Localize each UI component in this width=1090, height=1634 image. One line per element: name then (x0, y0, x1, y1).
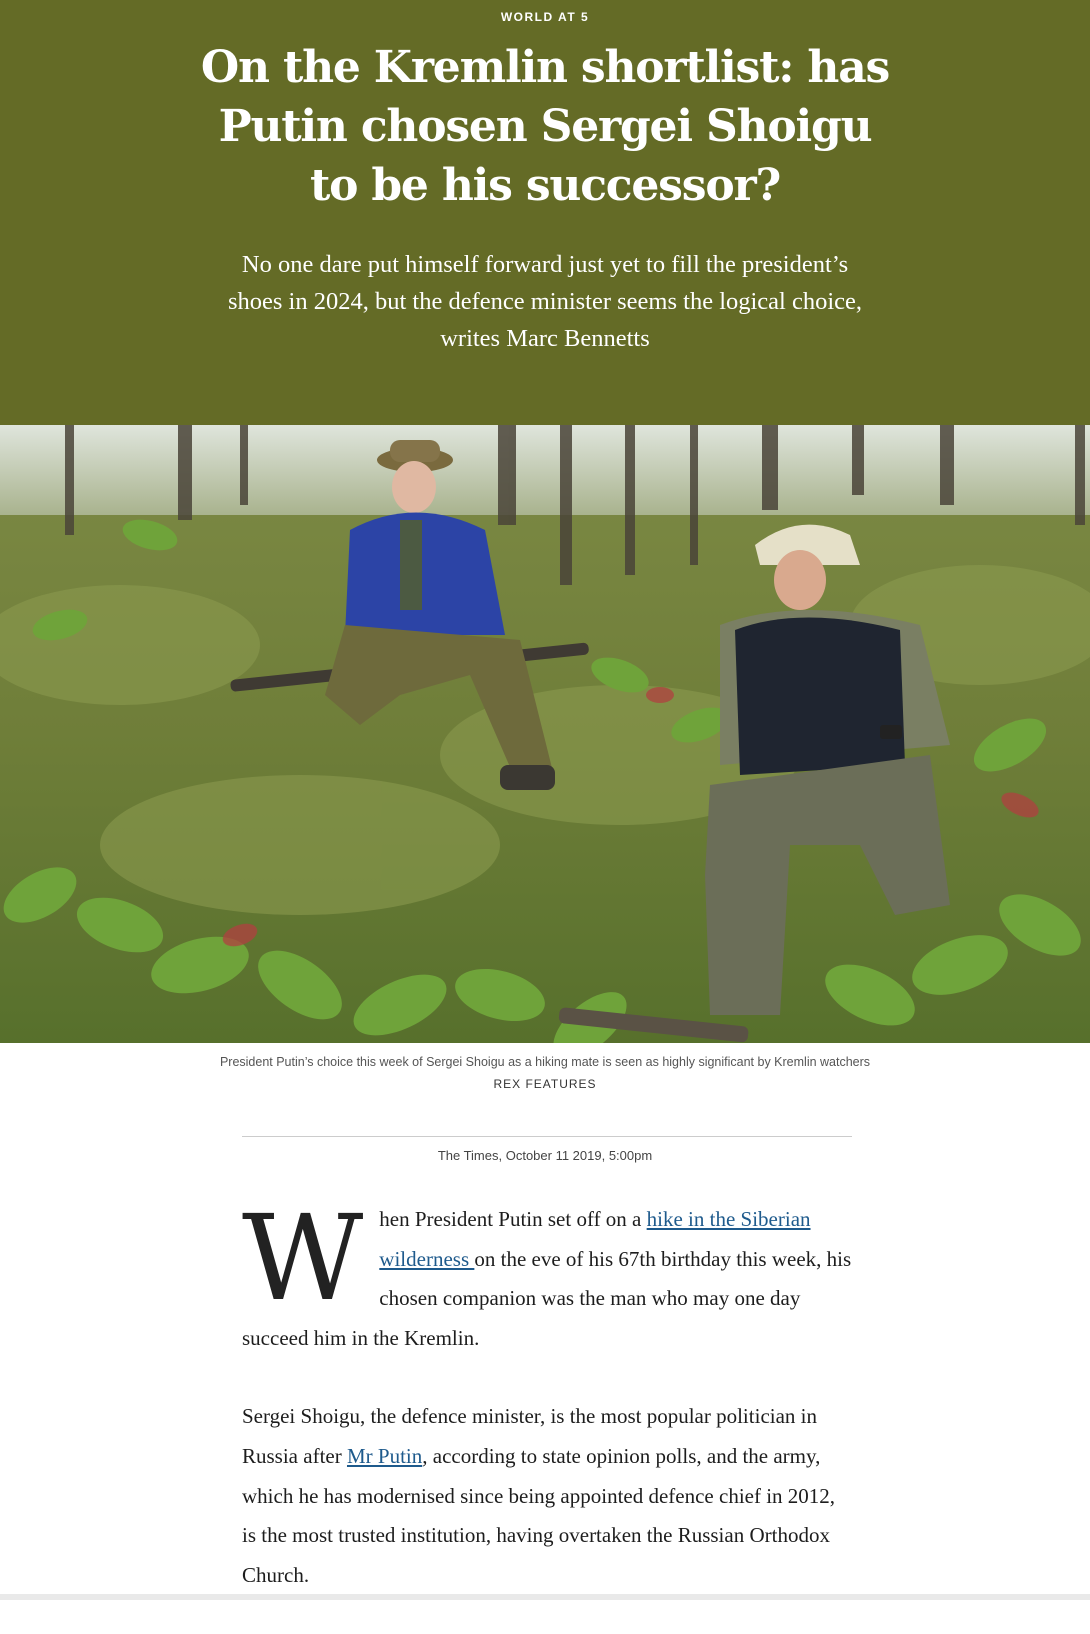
paragraph-2 (242, 1397, 854, 1595)
standfirst: No one dare put himself forward just yet to fill the president’s shoes in 2024, but the defence minister seems the logical choice, writes Marc Bennetts (227, 251, 863, 352)
link-hike-siberian-wilderness[interactable]: hike in the Siberian wilderness (379, 1207, 811, 1271)
section-label[interactable]: WORLD AT 5 (500, 10, 590, 24)
paragraph-1-text-after: on the eve of his 67th birthday this week, his chosen companion was the man who may one day succeed him in the Kremlin. (242, 1246, 852, 1350)
headline: On the Kremlin shortlist: has Putin chosen Sergei Shoigu to be his successor? (200, 42, 890, 211)
hero-image (0, 425, 1090, 1043)
bottom-edge (0, 1594, 1090, 1600)
dateline: The Times, October 11 2019, 5:00pm (437, 1148, 653, 1163)
photo-credit: REX FEATURES (493, 1077, 597, 1091)
divider (242, 1136, 852, 1137)
article-header (0, 0, 1090, 425)
paragraph-2-text-before: Sergei Shoigu, the defence minister, is the most popular politician in Russia after (242, 1404, 817, 1468)
photo-caption: President Putin’s choice this week of Sergei Shoigu as a hiking mate is seen as highly significant by Kremlin watchers (219, 1055, 871, 1069)
paragraph-1-text-before: hen President Putin set off on a (379, 1207, 647, 1231)
article-body (242, 1189, 854, 1634)
drop-cap: W (242, 1189, 364, 1327)
paragraph-1 (242, 1189, 854, 1358)
paragraph-2-text-after: , according to state opinion polls, and the army, which he has modernised since being appointed defence chief in 2012, is the most trusted institution, having overtaken the Russian Orthodox Church. (242, 1443, 836, 1587)
link-mr-putin[interactable]: Mr Putin (346, 1443, 423, 1468)
hero-photo (0, 425, 1090, 1043)
